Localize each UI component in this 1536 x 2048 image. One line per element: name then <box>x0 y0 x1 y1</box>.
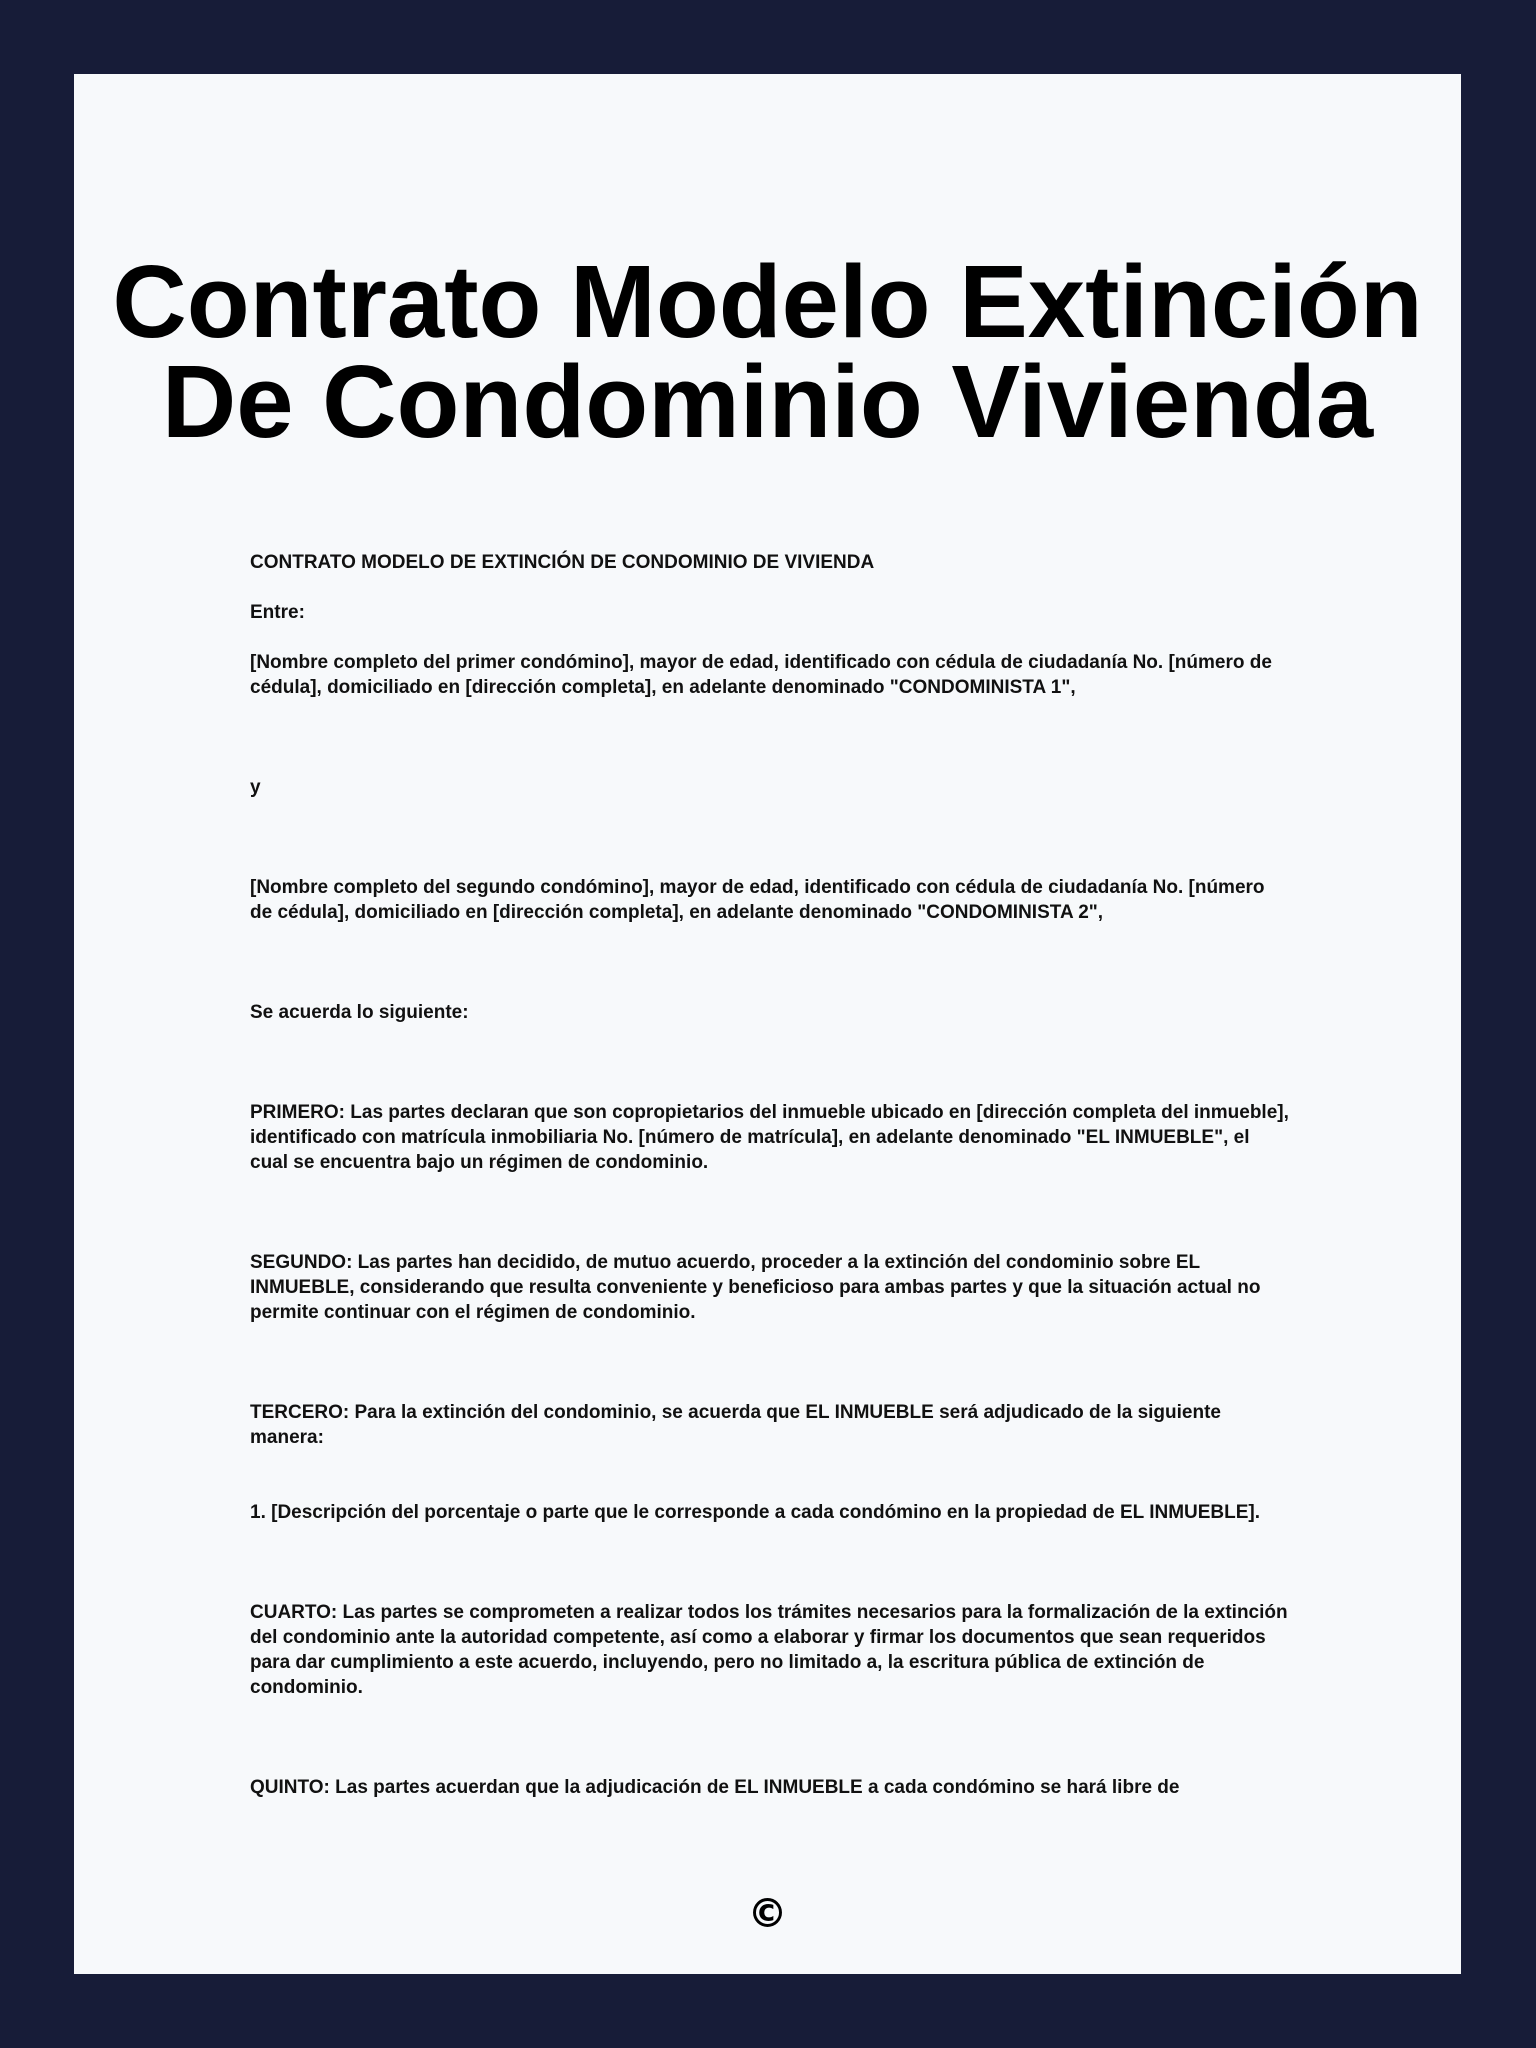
document-title: Contrato Modelo Extinción De Condominio Vivienda <box>112 244 1423 459</box>
document-body <box>250 550 1290 1800</box>
y-conjunction: y <box>250 777 261 798</box>
clause-cuarto: CUARTO: Las partes se comprometen a realizar todos los trámites necesarios para la formalización de la extinción del condominio ante la autoridad competente, así como a elaborar y firmar los documentos que sean requeridos para dar cumplimiento a este acuerdo, incluyendo, pero no limitado a, la escritura pública de extinción de condominio. <box>250 1602 1288 1698</box>
party-2-paragraph: [Nombre completo del segundo condómino], mayor de edad, identificado con cédula de ciudadanía No. [número de cédula], domiciliado en [dirección completa], en adelante denominado "CONDOMINISTA 2", <box>250 877 1265 923</box>
contract-heading: CONTRATO MODELO DE EXTINCIÓN DE CONDOMINIO DE VIVIENDA <box>250 552 875 573</box>
clause-quinto: QUINTO: Las partes acuerdan que la adjudicación de EL INMUEBLE a cada condómino se hará libre de <box>250 1777 1180 1798</box>
clause-primero: PRIMERO: Las partes declaran que son copropietarios del inmueble ubicado en [dirección completa del inmueble], identificado con matrícula inmobiliaria No. [número de matrícula], en adelante denominado "EL INMUEBLE", el cual se encuentra bajo un régimen de condominio. <box>250 1102 1289 1173</box>
clause-tercero-item-1: 1. [Descripción del porcentaje o parte que le corresponde a cada condómino en la propiedad de EL INMUEBLE]. <box>250 1502 1261 1523</box>
acuerda-intro: Se acuerda lo siguiente: <box>250 1002 469 1023</box>
clause-segundo: SEGUNDO: Las partes han decidido, de mutuo acuerdo, proceder a la extinción del condominio sobre EL INMUEBLE, considerando que resulta conveniente y beneficioso para ambas partes y que la situación actual no permite continuar con el régimen de condominio. <box>250 1252 1261 1323</box>
document-page <box>74 74 1461 1974</box>
entre-label: Entre: <box>250 602 305 623</box>
clause-tercero: TERCERO: Para la extinción del condominio, se acuerda que EL INMUEBLE será adjudicado de la siguiente manera: <box>250 1402 1221 1448</box>
party-1-paragraph: [Nombre completo del primer condómino], mayor de edad, identificado con cédula de ciudadanía No. [número de cédula], domiciliado en [dirección completa], en adelante denominado "CONDOMINISTA 1", <box>250 652 1272 698</box>
copyright-icon: © <box>747 1891 788 1937</box>
